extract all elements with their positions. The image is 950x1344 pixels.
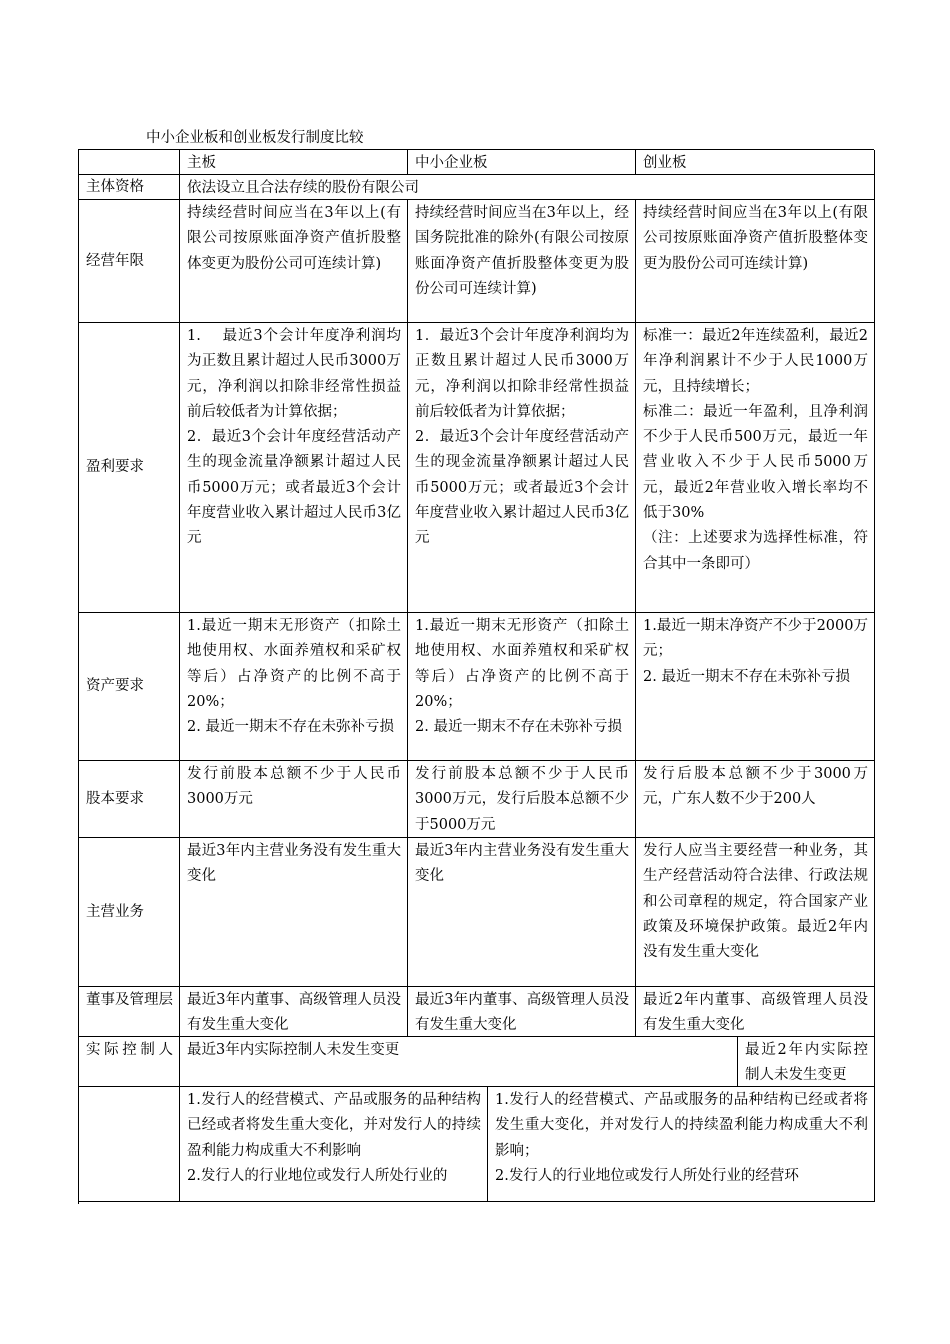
assets-sme-cell: 1.最近一期末无形资产（扣除土地使用权、水面养殖权和采矿权等后）占净资产的比例不高于20%； 2. 最近一期末不存在未弥补亏损 xyxy=(408,613,636,761)
profit-gem-cell: 标准一：最近2年连续盈利，最近2年净利润累计不少于人民1000万元，且持续增长； 标准二：最近一年盈利，且净利润不少于人民币500万元，最近一年营业收入不少于人民币5000万元，最近2年营业收入增长率均不低于30% （注：上述要求为选择性标准，符合其中一条即可） xyxy=(636,323,875,613)
row-label-subject: 主体资格 xyxy=(79,175,180,200)
operating-main-cell: 持续经营时间应当在3年以上(有限公司按原账面净资产值折股整体变更为股份公司可连续计算) xyxy=(180,200,408,323)
assets-gem-cell: 1.最近一期末净资产不少于2000万元； 2. 最近一期末不存在未弥补亏损 xyxy=(636,613,875,761)
profit-main-cell: 1. 最近3个会计年度净利润均为正数且累计超过人民币3000万元，净利润以扣除非经常性损益前后较低者为计算依据； 2．最近3个会计年度经营活动产生的现金流量净额累计超过人民 币5000万元；或者最近3个会计年度营业收入累计超过人民币3亿元 xyxy=(180,323,408,613)
business-main-cell: 最近3年内主营业务没有发生重大变化 xyxy=(180,838,408,987)
profit-sme-cell: 1．最近3个会计年度净利润均为正数且累计超过人民币3000万元，净利润以扣除非经常性损益前后较低者为计算依据； 2．最近3个会计年度经营活动产生的现金流量净额累计超过人民币5000万元；或者最近3个会计年度营业收入累计超过人民币3亿元 xyxy=(408,323,636,613)
capital-main-cell: 发行前股本总额不少于人民币3000万元 xyxy=(180,761,408,838)
subject-all-cell: 依法设立且合法存续的股份有限公司 xyxy=(180,175,875,200)
assets-main-cell: 1.最近一期末无形资产（扣除土地使用权、水面养殖权和采矿权等后）占净资产的比例不高于20%； 2. 最近一期末不存在未弥补亏损 xyxy=(180,613,408,761)
header-corner-cell xyxy=(79,150,180,175)
header-gem-board: 创业板 xyxy=(636,150,875,175)
row-label-last xyxy=(79,1087,180,1202)
comparison-table xyxy=(78,149,874,1204)
row-label-profit: 盈利要求 xyxy=(79,323,180,613)
operating-gem-cell: 持续经营时间应当在3年以上(有限公司按原账面净资产值折股整体变更为股份公司可连续计算) xyxy=(636,200,875,323)
row-label-business: 主营业务 xyxy=(79,838,180,987)
page-title: 中小企业板和创业板发行制度比较 xyxy=(146,130,364,146)
controller-gem-cell: 最近2年内实际控制人未发生变更 xyxy=(738,1037,875,1087)
row-label-assets: 资产要求 xyxy=(79,613,180,761)
header-sme-board: 中小企业板 xyxy=(408,150,636,175)
operating-sme-cell: 持续经营时间应当在3年以上，经国务院批准的除外(有限公司按原账面净资产值折股整体变更为股份公司可连续计算) xyxy=(408,200,636,323)
capital-sme-cell: 发行前股本总额不少于人民币3000万元，发行后股本总额不少于5000万元 xyxy=(408,761,636,838)
capital-gem-cell: 发行后股本总额不少于3000万元，广东人数不少于200人 xyxy=(636,761,875,838)
row-label-management: 董事及管理层 xyxy=(79,987,180,1037)
row-label-capital: 股本要求 xyxy=(79,761,180,838)
management-main-cell: 最近3年内董事、高级管理人员没有发生重大变化 xyxy=(180,987,408,1037)
row-label-operating: 经营年限 xyxy=(79,200,180,323)
row-label-controller: 实际控制人 xyxy=(79,1037,180,1087)
management-gem-cell: 最近2年内董事、高级管理人员没有发生重大变化 xyxy=(636,987,875,1037)
header-main-board: 主板 xyxy=(180,150,408,175)
last-left-cell: 1.发行人的经营模式、产品或服务的品种结构已经或者将发生重大变化，并对发行人的持续盈利能力构成重大不利影响 2.发行人的行业地位或发行人所处行业的 xyxy=(180,1087,488,1202)
business-gem-cell: 发行人应当主要经营一种业务，其生产经营活动符合法律、行政法规和公司章程的规定，符合国家产业政策及环境保护政策。最近2年内没有发生重大变化 xyxy=(636,838,875,987)
business-sme-cell: 最近3年内主营业务没有发生重大变化 xyxy=(408,838,636,987)
management-sme-cell: 最近3年内董事、高级管理人员没有发生重大变化 xyxy=(408,987,636,1037)
controller-main-sme-cell: 最近3年内实际控制人未发生变更 xyxy=(180,1037,738,1087)
last-right-cell: 1.发行人的经营模式、产品或服务的品种结构已经或者将发生重大变化，并对发行人的持续盈利能力构成重大不利影响； 2.发行人的行业地位或发行人所处行业的经营环 xyxy=(488,1087,875,1202)
